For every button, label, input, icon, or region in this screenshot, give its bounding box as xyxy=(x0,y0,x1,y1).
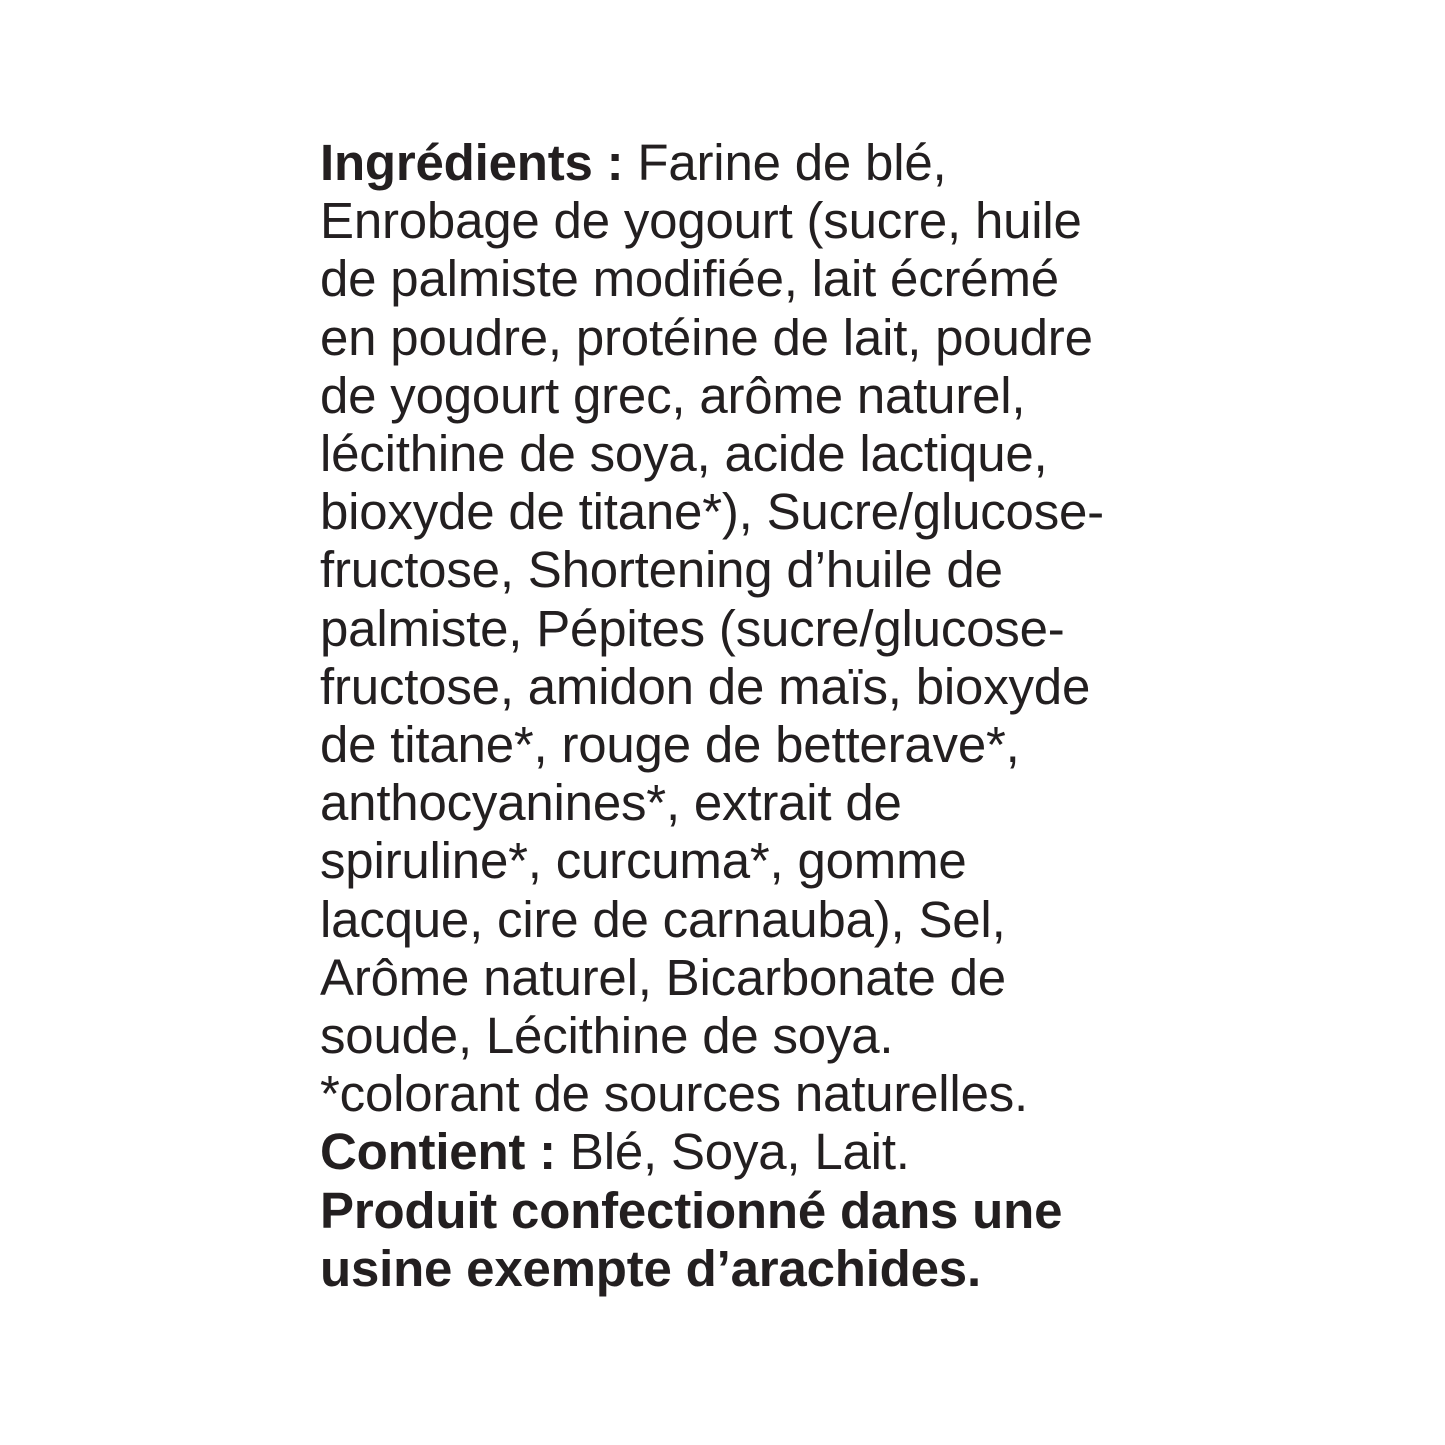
contains-line xyxy=(320,1123,1320,1181)
ingredients-line: en poudre, protéine de lait, poudre xyxy=(320,308,1093,366)
ingredients-line: lacque, cire de carnauba), Sel, xyxy=(320,890,1006,948)
ingredients-line: fructose, Shortening d’huile de xyxy=(320,541,1003,599)
contains-text: Blé, Soya, Lait. xyxy=(555,1123,910,1181)
contains-heading: Contient : xyxy=(320,1123,556,1181)
ingredients-line: soude, Lécithine de soya. xyxy=(320,1007,894,1065)
ingredients-line: de yogourt grec, arôme naturel, xyxy=(320,366,1026,424)
ingredients-heading: Ingrédients : xyxy=(320,134,624,191)
colorant-footnote: *colorant de sources naturelles. xyxy=(320,1065,1028,1123)
ingredients-line: fructose, amidon de maïs, bioxyde xyxy=(320,657,1091,715)
ingredients-line: anthocyanines*, extrait de xyxy=(320,774,902,832)
ingredients-line: bioxyde de titane*), Sucre/glucose- xyxy=(320,483,1104,541)
ingredients-line: lécithine de soya, acide lactique, xyxy=(320,425,1048,483)
facility-statement-line: usine exempte d’arachides. xyxy=(320,1239,981,1297)
ingredients-line: Enrobage de yogourt (sucre, huile xyxy=(320,192,1082,250)
ingredients-first-line xyxy=(320,134,1320,192)
ingredients-line: spiruline*, curcuma*, gomme xyxy=(320,832,967,890)
ingredients-line: Arôme naturel, Bicarbonate de xyxy=(320,948,1006,1006)
ingredients-line: de palmiste modifiée, lait écrémé xyxy=(320,250,1059,308)
ingredient-label xyxy=(320,134,1320,1298)
ingredients-line: palmiste, Pépites (sucre/glucose- xyxy=(320,599,1065,657)
facility-statement-line: Produit confectionné dans une xyxy=(320,1181,1063,1239)
ingredients-line: de titane*, rouge de betterave*, xyxy=(320,716,1020,774)
ingredients-first-line-text: Farine de blé, xyxy=(623,134,947,191)
